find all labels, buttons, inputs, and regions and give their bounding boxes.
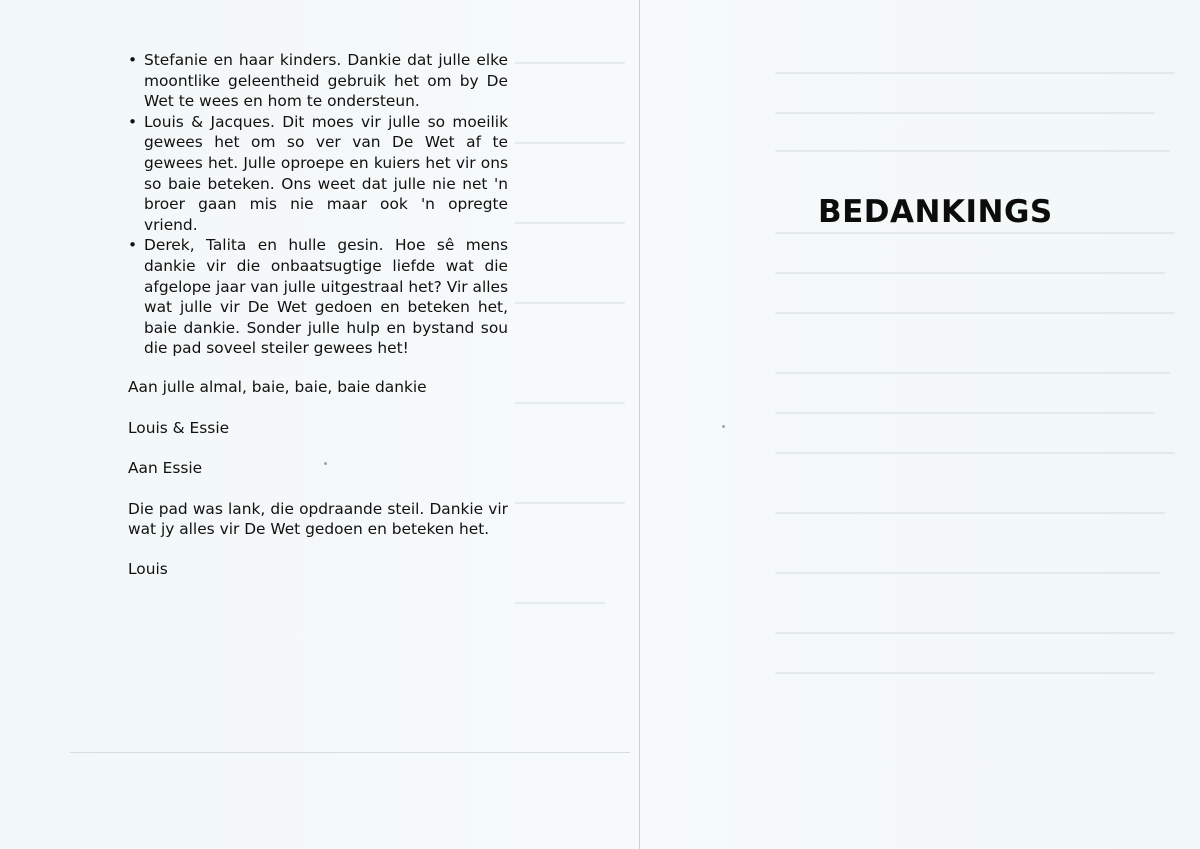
bleed-through-line (515, 402, 625, 404)
bleed-through-line (775, 672, 1155, 674)
bleed-through-line (515, 302, 625, 304)
page-fold (639, 0, 640, 849)
bleed-through-line (775, 312, 1175, 314)
bleed-through-line (775, 150, 1170, 152)
signature-louis-essie: Louis & Essie (128, 418, 230, 437)
bottom-rule (70, 752, 630, 753)
bleed-through-line (515, 602, 605, 604)
bleed-through-line (515, 222, 625, 224)
bleed-through-line (775, 72, 1175, 74)
bullet-marker: • (128, 236, 138, 255)
bullet-marker: • (128, 112, 138, 131)
dedication-heading: Aan Essie (128, 459, 203, 478)
list-item-text: Derek, Talita en hulle gesin. Hoe sê mens dankie vir die onbaatsugtige liefde wat die afgelope jaar van julle uitgestraal het? Vir alles wat julle vir De Wet gedoen en beteken het, baie dankie. Sonder julle hulp en bystand sou die pad soveel steiler gewees het! (144, 236, 508, 358)
bleed-through-line (775, 412, 1155, 414)
bleed-through-line (515, 62, 625, 64)
list-item (128, 235, 508, 359)
left-page (128, 50, 508, 579)
page-title: BEDANKINGS (818, 194, 1053, 230)
bleed-through-line (775, 452, 1175, 454)
signature-louis: Louis (128, 559, 168, 578)
bleed-through-line (775, 632, 1175, 634)
bleed-through-line (775, 372, 1170, 374)
list-item (128, 112, 508, 236)
bleed-through-line (775, 512, 1165, 514)
paper-speck (722, 425, 725, 428)
bleed-through-line (775, 112, 1155, 114)
thanks-line: Aan julle almal, baie, baie, baie dankie (128, 377, 427, 396)
bleed-through-line (515, 502, 625, 504)
bullet-marker: • (128, 51, 138, 69)
list-item (128, 50, 508, 112)
thanks-list (128, 50, 508, 359)
list-item-text: Louis & Jacques. Dit moes vir julle so moeilik gewees het om so ver van De Wet af te gewees het. Julle oproepe en kuiers het vir ons so baie beteken. Ons weet dat julle nie net 'n broer gaan mis nie maar ook 'n opregte vriend. (144, 112, 508, 234)
bleed-through-line (775, 572, 1160, 574)
list-item-text: Stefanie en haar kinders. Dankie dat julle elke moontlike geleentheid gebruik het om by De Wet te wees en hom te ondersteun. (144, 51, 508, 111)
dedication-text: Die pad was lank, die opdraande steil. Dankie vir wat jy alles vir De Wet gedoen en beteken het. (128, 499, 508, 539)
bleed-through-line (775, 272, 1165, 274)
bleed-through-line (775, 232, 1175, 234)
bleed-through-line (515, 142, 625, 144)
